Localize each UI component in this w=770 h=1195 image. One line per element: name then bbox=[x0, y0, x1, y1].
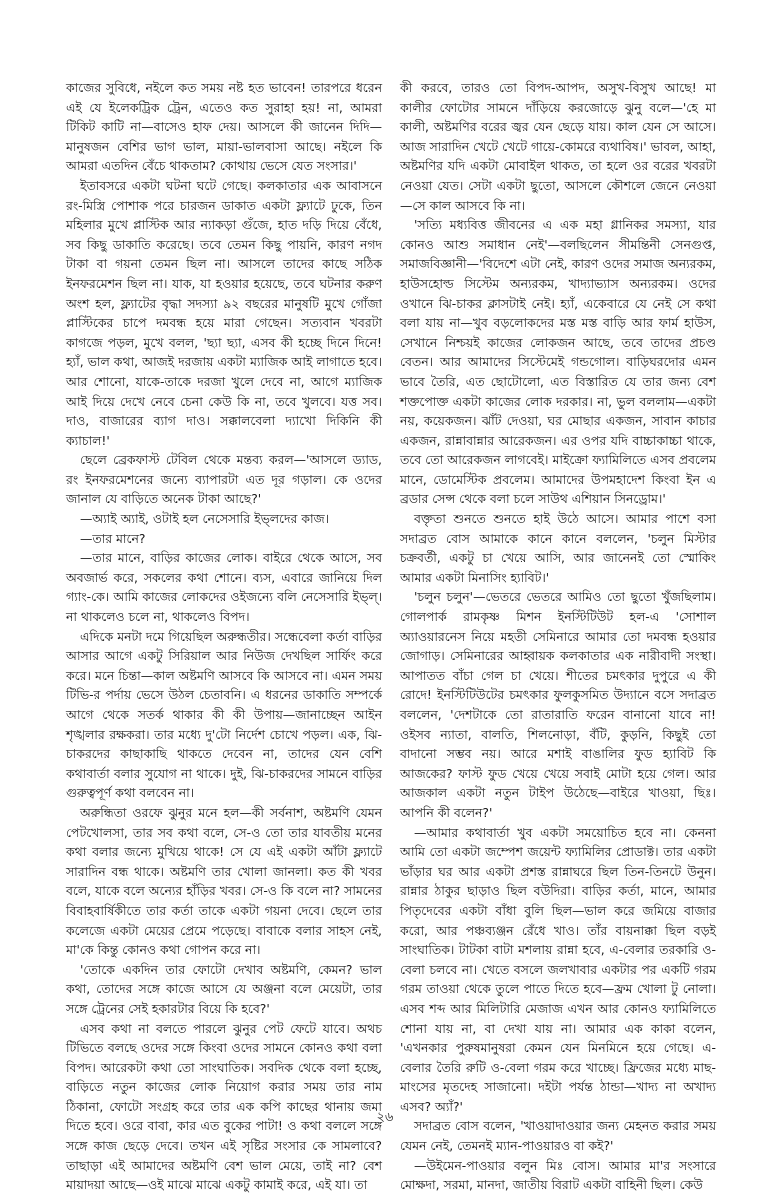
paragraph: —তার মানে, বাড়ির কাজের লোক। বাইরে থেকে আসে, সব অবজার্ভ করে, সকলের কথা শোনে। ব্যস, এবারে জানিয়ে দিল গ্যাং-কে। আমি কাজের লোকদের ওইজন্যে বলি নেসেসারি ইভ্‌ল্। না থাকলেও চলে না, থাকলেও বিপদ। bbox=[66, 550, 382, 625]
paragraph: 'চলুন চলুন'—ভেতরে ভেতরে আমিও তো ছুতো খুঁজছিলাম। গোলপার্ক রামকৃষ্ণ মিশন ইনস্টিটিউট হল-এ 'সোশাল অ্যাওয়ারনেস নিয়ে মহতী সেমিনারে আমার তো দমবন্ধ হওয়ার জোগাড়। সেমিনারের আহ্বায়ক কলকাতার এক নারীবাদী সংস্থা। আপাতত বাঁচা গেল চা খেয়ে। শীতের চমৎকার দুপুরে এ কী রোদে! ইনস্টিটিউটের চমৎকার ফুলকুসমিত উদ্যানে বসে সদাব্রত বললেন, 'দেশটাকে তো রাতারাতি ফরেন বানানো যাবে না! ওইসব ন্যাতা, বালতি, শিলনোড়া, বঁটি, কুড়নি, কিছুই তো বাদানো সম্ভব নয়। আরে মশাই বাঙালির ফুড হ্যাবিট কি আজকের? ফাস্ট ফুড খেয়ে খেয়ে সবাই মোটা হয়ে গেল। আর আজকাল একটা নতুন টাইপ উঠেছে—বাইরে খাওয়া, ছিঃ। আপনি কী বলেন?' bbox=[400, 589, 716, 820]
paragraph: কী করবে, তারও তো বিপদ-আপদ, অসুখ-বিসুখ আছে! মা কালীর ফোটোর সামনে দাঁড়িয়ে করজোড়ে ঝুনু বলে—'হে মা কালী, অষ্টমণির বরের জ্বর যেন ছেড়ে যায়। কাল যেন সে আসে। আজ সারাদিন খেটে খেটে গায়ে-কোমরে ব্যথাবিষ।' ভাবল, আহা, অষ্টমণির যদি একটা মোবাইল থাকত, তা হলে ওর বরের খবরটা নেওয়া যেত। সেটা একটা ছুতো, আসলে কৌশলে জেনে নেওয়া—সে কাল আসবে কি না। bbox=[400, 80, 716, 213]
paragraph: 'তোকে একদিন তার ফোটো দেখাব অষ্টমণি, কেমন? ভাল কথা, তোদের সঙ্গে কাজে আসে যে অঞ্জনা বলে মেয়েটা, তার সঙ্গে ট্রেনের সেই হকারটার বিয়ে কি হবে?' bbox=[66, 961, 382, 1016]
paragraph: —উইমেন-পাওয়ার বলুন মিঃ বোস। আমার মা'র সংসারে মোক্ষদা, সরমা, মানদা, জাতীয় বিরাট একটা বাহিনী ছিল। কেউ bbox=[400, 1157, 716, 1193]
paragraph: —তার মানে? bbox=[80, 530, 146, 546]
paragraph: সদাব্রত বোস বলেন, 'খাওয়াদাওয়ার জন্য মেহনত করার সময় যেমন নেই, তেমনই ম্যান-পাওয়ারও বা কই?' bbox=[400, 1118, 716, 1154]
paragraph: —আমার কথাবার্তা খুব একটা সময়োচিত হবে না। কেননা আমি তো একটা জম্পেশ জয়েন্ট ফ্যামিলির প্রোডাক্ট। তার একটা ভাঁড়ার ঘর আর একটা প্রশস্ত রান্নাঘরে ছিল তিন-তিনটে উনুন। রান্নার ঠাকুর ছাড়াও ছিল বউদিরা। বাড়ির কর্তা, মানে, আমার পিতৃদেবের একটা বাঁধা বুলি ছিল—ভাল করে জমিয়ে বাজার করো, আর পঞ্চব্যঞ্জন রেঁধে খাও। তাঁর বায়নাক্কা ছিল বড়ই সাংঘাতিক। টাটকা বাটা মশলায় রান্না হবে, এ-বেলার তরকারি ও-বেলা চলবে না। খেতে বসলে জলখাবার একটার পর একটি গরম গরম তাওয়া থেকে তুলে পাতে দিতে হবে—ফ্রম খোলা টু নোলা। এসব শব্দ আর মিলিটারি মেজাজ এখন আর কোনও ফ্যামিলিতে শোনা যায় না, বা দেখা যায় না। আমার এক কাকা বলেন, 'এখনকার পুরুষমানুষরা কেমন যেন মিনমিনে হয়ে গেছে। এ-বেলার তৈরি রুটি ও-বেলা গরম করে খাচ্ছে। ফ্রিজের মধ্যে মাছ-মাংসের মৃতদেহ সাজানো। দইটা পর্যন্ত ঠান্ডা—খাদ্য না অখাদ্য এসব? অ্যাঁ?' bbox=[400, 824, 716, 1114]
page-number: ২৬ bbox=[376, 1110, 394, 1125]
paragraph: বক্তৃতা শুনতে শুনতে হাই উঠে আসে। আমার পাশে বসা সদাব্রত বোস আমাকে কানে কানে বললেন, 'চলুন মিস্টার চক্রবর্তী, একটু চা খেয়ে আসি, আর জানেনই তো স্মোকিং আমার একটা মিনাসিং হ্যাবিট।' bbox=[400, 511, 716, 585]
paragraph: এসব কথা না বলতে পারলে ঝুনুর পেট ফেটে যাবে। অথচ টিভিতে বলছে ওদের সঙ্গে কিংবা ওদের সামনে কোনও কথা বলা বিপদ। আরেকটা কথা তো সাংঘাতিক। সবদিক থেকে বলা হচ্ছে, বাড়িতে নতুন কাজের লোক নিয়োগ করার সময় তার নাম ঠিকানা, ফোটো সংগ্রহ করে তার এক কপি কাছের থানায় জমা দিতে হবে। ওরে বাবা, কার এত বুকের পাটা! ও কথা বললে সঙ্গে সঙ্গে কাজ ছেড়ে দেবে। তখন এই সৃষ্টির সংসার কে সামলাবে? তাছাড়া এই আমাদের অষ্টমণি বেশ ভাল মেয়ে, তাই না? বেশ মায়াদয়া আছে—ওই মাঝে মাঝে একটু কামাই করে, এই যা। তা bbox=[66, 1020, 382, 1193]
paragraph: 'সত্যি মধ্যবিত্ত জীবনের এ এক মহা গ্লানিকর সমস্যা, যার কোনও আশু সমাধান নেই'—বলছিলেন সীমন্তিনী সেনগুপ্ত, সমাজবিজ্ঞানী—'বিদেশে এটা নেই, কারণ ওদের সমাজ অন্যরকম, হাউসহোল্ড সিস্টেম অন্যরকম, খাদ্যাভ্যাস অন্যরকম। ওদের ওখানে ঝি-চাকর ক্লাসটাই নেই। হ্যাঁ, একেবারে যে নেই সে কথা বলা যায় না—খুব বড়লোকদের মস্ত মস্ত বাড়ি আর ফার্ম হাউস, সেখানে নিশ্চয়ই কাজের লোকজন আছে, তবে তাদের প্রচণ্ড বেতন। আর আমাদের সিস্টেমেই গন্ডগোল। বাড়িঘরদোর এমন ভাবে তৈরি, এত ছোটোলো, এত বিস্তারিত যে তার জন্য বেশ শক্তপোক্ত একটা কাজের লোক দরকার। না, ভুল বললাম—একটা নয়, কয়েকজন। ঝাঁট দেওয়া, ঘর মোছার একজন, সাবান কাচার একজন, রান্নাবান্নার আরেকজন। এর ওপর যদি বাচ্চাকাচ্চা থাকে, তবে তো আরেকজন লাগবেই। মাইক্রো ফ্যামিলিতে এসব প্রবলেম মানে, ডোমেস্টিক প্রবলেম। আমাদের উপমহাদেশ কিংবা ইন এ ব্রডার সেন্স থেকে বলা চলে সাউথ এশিয়ান সিনড্রোম।' bbox=[400, 217, 716, 507]
right-text-column bbox=[400, 78, 716, 1193]
paragraph: এদিকে মনটা দমে গিয়েছিল অরুন্ধতীর। সন্ধেবেলা কর্তা বাড়ির আসার আগে একটু সিরিয়াল আর নিউজ দেখছিল সার্ফিং করে করে। মনে চিন্তা—কাল অষ্টমণি আসবে কি আসবে না। এমন সময় টিভি-র পর্দায় ভেসে উঠল চেতাবনি। এ ধরনের ডাকাতি সম্পর্কে আগে থেকে সতর্ক থাকার কী কী উপায়—জানাচ্ছেন আইন শৃঙ্খলার রক্ষকরা। তার মধ্যে দু'টো নির্দেশ চোখে পড়ল। এক, ঝি-চাকরদের কাছাকাছি থাকতে দেবেন না, তাদের যেন বেশি কথাবার্তা বলার সুযোগ না থাকে। দুই, ঝি-চাকরদের সামনে বাড়ির গুরুত্বপূর্ণ কথা বলবেন না। bbox=[66, 628, 382, 801]
paragraph: অরুন্ধিতা ওরফে ঝুনুর মনে হল—কী সর্বনাশ, অষ্টমণি যেমন পেটখোলসা, তার সব কথা বলে, সে-ও তো তার যাবতীয় মনের কথা বলার জন্যে মুখিয়ে থাকে! সে যে এই একটা আঁটা ফ্ল্যাটে সারাদিন বন্ধ থাকে। অষ্টমণি তার খোলা জানলা। কত কী খবর বলে, যাকে বলে অন্যের হাঁড়ির খবর। সে-ও কি বলে না? সামনের বিবাহবার্ষিকীতে তার কর্তা তাকে একটা গয়না দেবে। ছেলে তার কলেজে একটা মেয়ের প্রেমে পড়েছে। বাবাকে বলার সাহস নেই, মা'কে কিন্তু কোনও কথা গোপন করে না। bbox=[66, 804, 382, 958]
paragraph: কাজের সুবিধে, নইলে কত সময় নষ্ট হত ভাবেন! তারপরে ধরেন এই যে ইলেকট্রিক ট্রেন, এতেও কত সুরাহা হয়! না, আমরা টিকিট কাটি না—বাসেও হাফ দেয়। আসলে কী জানেন দিদি—মানুষজন বেশির ভাগ ভাল, মায়া-ভালবাসা আছে। নইলে কি আমরা এতদিন বেঁচে থাকতাম? কোথায় ভেসে যেত সংসার।' bbox=[66, 80, 382, 174]
paragraph: ছেলে ব্রেকফাস্ট টেবিল থেকে মন্তব্য করল—'আসলে ড্যাড, রং ইনফরমেশনের জন্যে ব্যাপারটা এত দূর গড়াল। কে ওদের জানাল যে বাড়িতে অনেক টাকা আছে?' bbox=[66, 452, 382, 507]
left-text-column bbox=[66, 78, 382, 1193]
paragraph: —অ্যাই অ্যাই, ওটাই হল নেসেসারি ইভ্‌লদের কাজ। bbox=[80, 511, 330, 527]
paragraph: ইতাবসরে একটা ঘটনা ঘটে গেছে। কলকাতার এক আবাসনে রং-মিস্ত্রি পোশাক পরে চারজন ডাকাত একটা ফ্ল্যাটে ঢুকে, তিন মহিলার মুখে প্লাস্টিক আর ন্যাকড়া গুঁজে, হাত দড়ি দিয়ে বেঁধে, সব কিছু ডাকাতি করেছে। তবে তেমন কিছু পায়নি, কারণ নগদ টাকা বা গয়না তেমন ছিল না। আসলে তাদের কাছে সঠিক ইনফরমেশন ছিল না। যাক, যা হওয়ার হয়েছে, তবে ঘটনার করুণ অংশ হল, ফ্ল্যাটের বৃদ্ধা সদস্যা ৯২ বছরের মানুষটি মুখে গোঁজা প্লাস্টিকের চাপে দমবন্ধ হয়ে মারা গেছেন। সত্যবান খবরটা কাগজে পড়ল, মুখে বলল, 'ছ্যা ছ্যা, এসব কী হচ্ছে দিনে দিনে! হ্যাঁ, ভাল কথা, আজই দরজায় একটা ম্যাজিক আই লাগাতে হবে। আর শোনো, যাকে-তাকে দরজা খুলে দেবে না, আগে ম্যাজিক আই দিয়ে দেখে নেবে চেনা কেউ কি না, তবে খুলবে। যত্ত সব। দাও, বাজারের ব্যাগ দাও। সক্কালবেলা দ্যাখো দিকিনি কী ক্যাচাল!' bbox=[66, 177, 382, 448]
